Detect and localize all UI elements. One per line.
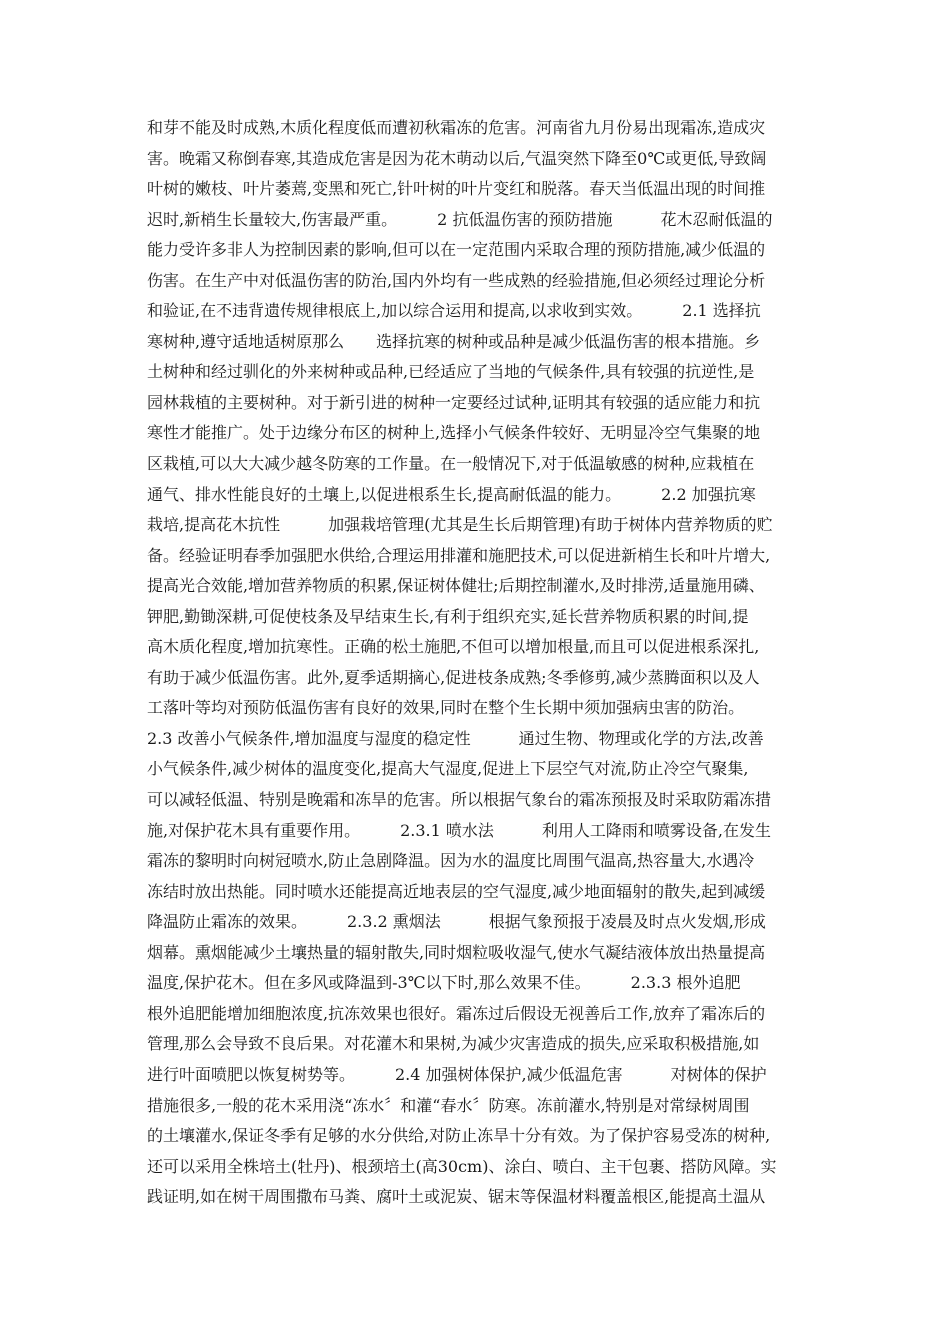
text-line: 根外追肥能增加细胞浓度,抗冻效果也很好。霜冻过后假设无视善后工作,放弃了霜冻后的 <box>147 1003 766 1023</box>
text-line: 栽培,提高花木抗性 加强栽培管理(尤其是生长后期管理)有助于树体内营养物质的贮 <box>147 515 773 535</box>
text-line: 烟幕。熏烟能减少土壤热量的辐射散失,同时烟粒吸收湿气,使水气凝结液体放出热量提高 <box>147 942 766 962</box>
text-line: 温度,保护花木。但在多风或降温到-3℃以下时,那么效果不佳。 2.3.3 根外追肥 <box>147 973 757 993</box>
text-line: 和验证,在不违背遗传规律根底上,加以综合运用和提高,以求收到实效。 2.1 选择抗 <box>147 301 761 321</box>
text-line: 高木质化程度,增加抗寒性。正确的松土施肥,不但可以增加根量,而且可以促进根系深扎, <box>147 637 760 657</box>
text-line: 施,对保护花木具有重要作用。 2.3.1 喷水法 利用人工降雨和喷雾设备,在发生 <box>147 820 771 840</box>
text-line: 备。经验证明春季加强肥水供给,合理运用排灌和施肥技术,可以促进新梢生长和叶片增大, <box>147 545 771 565</box>
body-text <box>147 113 807 1213</box>
text-line: 迟时,新梢生长量较大,伤害最严重。 2 抗低温伤害的预防措施 花木忍耐低温的 <box>147 209 773 229</box>
text-line: 2.3 改善小气候条件,增加温度与湿度的稳定性 通过生物、物理或化学的方法,改善 <box>147 728 764 748</box>
text-line: 能力受许多非人为控制因素的影响,但可以在一定范围内采取合理的预防措施,减少低温的 <box>147 240 766 260</box>
text-line: 进行叶面喷肥以恢复树势等。 2.4 加强树体保护,减少低温危害 对树体的保护 <box>147 1064 767 1084</box>
text-line: 园林栽植的主要树种。对于新引进的树种一定要经过试种,证明其有较强的适应能力和抗 <box>147 392 761 412</box>
text-line: 还可以采用全株培土(牡丹)、根颈培土(高30cm)、涂白、喷白、主干包裹、搭防风障。实 <box>147 1156 777 1176</box>
text-line: 和芽不能及时成熟,木质化程度低而遭初秋霜冻的危害。河南省九月份易出现霜冻,造成灾 <box>147 118 766 137</box>
text-line: 钾肥,勤锄深耕,可促使枝条及早结束生长,有利于组织充实,延长营养物质积累的时间,提 <box>147 606 749 626</box>
text-line: 降温防止霜冻的效果。 2.3.2 熏烟法 根据气象预报于凌晨及时点火发烟,形成 <box>147 912 766 932</box>
text-line: 提高光合效能,增加营养物质的积累,保证树体健壮;后期控制灌水,及时排涝,适量施用磷、 <box>147 576 765 596</box>
text-line: 有助于减少低温伤害。此外,夏季适期摘心,促进枝条成熟;冬季修剪,减少蒸腾面积以及人 <box>147 667 760 687</box>
text-line: 小气候条件,减少树体的温度变化,提高大气湿度,促进上下层空气对流,防止冷空气聚集, <box>147 759 749 779</box>
text-line: 害。晚霜又称倒春寒,其造成危害是因为花木萌动以后,气温突然下降至0℃或更低,导致阔 <box>147 148 767 168</box>
text-line: 土树种和经过驯化的外来树种或品种,已经适应了当地的气候条件,具有较强的抗逆性,是 <box>147 362 755 382</box>
text-line: 冻结时放出热能。同时喷水还能提高近地表层的空气湿度,减少地面辐射的散失,起到减缓 <box>147 881 766 901</box>
text-line: 叶树的嫩枝、叶片萎蔫,变黑和死亡,针叶树的叶片变红和脱落。春天当低温出现的时间推 <box>147 179 766 199</box>
text-line: 区栽植,可以大大减少越冬防寒的工作量。在一般情况下,对于低温敏感的树种,应栽植在 <box>147 454 755 474</box>
text-line: 寒树种,遵守适地适树原那么 选择抗寒的树种或品种是减少低温伤害的根本措施。乡 <box>147 331 761 351</box>
text-line: 践证明,如在树干周围撒布马粪、腐叶土或泥炭、锯末等保温材料覆盖根区,能提高土温从 <box>147 1187 766 1207</box>
text-line: 管理,那么会导致不良后果。对花灌木和果树,为减少灾害造成的损失,应采取积极措施,如 <box>147 1034 760 1054</box>
text-line: 伤害。在生产中对低温伤害的防治,国内外均有一些成熟的经验措施,但必须经过理论分析 <box>147 270 766 290</box>
text-line: 的土壤灌水,保证冬季有足够的水分供给,对防止冻旱十分有效。为了保护容易受冻的树种, <box>147 1126 771 1146</box>
text-line: 寒性才能推广。处于边缘分布区的树种上,选择小气候条件较好、无明显冷空气集聚的地 <box>147 423 761 443</box>
text-line: 霜冻的黎明时向树冠喷水,防止急剧降温。因为水的温度比周围气温高,热容量大,水遇冷 <box>147 851 755 871</box>
text-line: 通气、排水性能良好的土壤上,以促进根系生长,提高耐低温的能力。 2.2 加强抗寒 <box>147 484 756 504</box>
text-line: 措施很多,一般的花木采用浇“冻水〞和灌“春水〞防寒。冻前灌水,特别是对常绿树周围 <box>147 1095 750 1115</box>
text-line: 可以减轻低温、特别是晚霜和冻旱的危害。所以根据气象台的霜冻预报及时采取防霜冻措 <box>147 790 772 810</box>
text-line: 工落叶等均对预防低温伤害有良好的效果,同时在整个生长期中须加强病虫害的防治。 <box>147 698 745 718</box>
